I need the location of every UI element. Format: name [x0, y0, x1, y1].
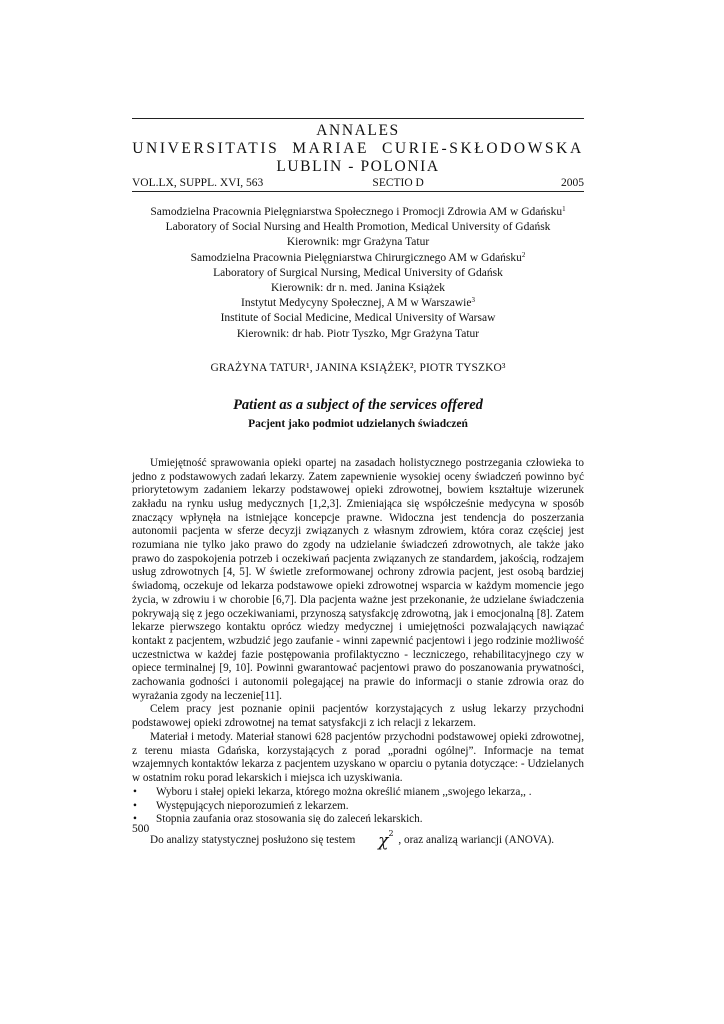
journal-title-line3: LUBLIN - POLONIA	[276, 158, 440, 175]
header-top-rule	[132, 118, 584, 119]
affiliation-line: Laboratory of Surgical Nursing, Medical University of Gdańsk	[213, 266, 503, 279]
body-paragraph: Umiejętność sprawowania opieki opartej na zasadach holistycznego postrzegania człowieka to jedno z podstawowych zadań lekarzy. Zatem zapewnienie wysokiej oceny świadczeń powinno być priorytetowym zadaniem lekarzy podstawowej opieki zdrowotnej, bowiem kształtuje wizerunek zakładu na rynku usług medycznych [1,2,3]. Zmieniająca się współcześnie medycyna w sposób znaczący wpłynęła na istniejące koncepcje prawne. Widoczna jest tendencja do poszerzania autonomii pacjenta w sferze decyzji związanych z własnym zdrowiem, która coraz częściej jest rozumiana nie tylko jako prawo do zgody na udzielanie świadczeń zdrowotnych, ale także jako prawo do zaspokojenia potrzeb i oczekiwań pacjenta związanych ze standardem, jakością, rodzajem usług zdrowotnych [4, 5]. W świetle zreformowanej ochrony zdrowia pacjent, jest osobą bardziej świadomą, oczekuje od lekarza podstawowe opieki zdrowotnej wsparcia w każdym momencie jego życia, w zdrowiu i w chorobie [6,7]. Dla pacjenta ważne jest przekonanie, że udzielane świadczenia pokrywają się z jego oczekiwaniami, przynoszą satysfakcję zdrowotną, jak i emocjonalną [8]. Zatem lekarze pierwszego kontaktu oprócz wiedzy medycznej i umiejętności pozwalających nawiązać kontakt z pacjentem, wzbudzić jego zaufanie - winni zapewnić pacjentowi i jego rodzinie możliwość uczestnictwa w każdej fazie postępowania profilaktyczno - leczniczego, rehabilitacyjnego czy w opiece terminalnej [9, 10]. Powinni gwarantować pacjentowi prawo do poszanowania prywatności, zachowania godności i autonomii polegającej na prawie do informacji o stanie zdrowia oraz do wyrażania zgody na leczenie[11].	[132, 456, 584, 702]
bullet-icon: •	[133, 785, 137, 798]
author-list: GRAŻYNA TATUR¹, JANINA KSIĄŻEK², PIOTR TYSZKO³	[210, 361, 506, 374]
journal-title-line2: UNIVERSITATIS MARIAE CURIE-SKŁODOWSKA	[132, 140, 584, 157]
affiliation-line: Kierownik: mgr Grażyna Tatur	[286, 236, 430, 249]
volume-info: VOL.LX, SUPPL. XVI, 563	[132, 177, 264, 189]
affiliation-line: Samodzielna Pracownia Pielęgniarstwa Społecznego i Promocji Zdrowia AM w Gdańsku$^1$	[150, 205, 566, 218]
list-item: • Stopnia zaufania oraz stosowania się do zaleceń lekarskich.	[133, 813, 423, 826]
article-body	[132, 456, 584, 852]
bullet-icon: •	[133, 799, 137, 812]
journal-title-line1: ANNALES	[316, 122, 400, 139]
paper-title-polish: Pacjent jako podmiot udzielanych świadczeń	[248, 417, 468, 430]
page-number: 500	[132, 823, 150, 835]
affiliation-line: Laboratory of Social Nursing and Health Promotion, Medical University of Gdańsk	[165, 221, 551, 234]
statistics-sentence: Do analizy statystycznej posłużono się testem $\chi^2$ , oraz analizą wariancji (ANOVA).	[150, 829, 555, 852]
list-item: • Występujących nieporozumień z lekarzem.	[133, 799, 349, 812]
affiliation-line: Kierownik: dr hab. Piotr Tyszko, Mgr Grażyna Tatur	[236, 327, 480, 340]
question-list	[132, 786, 584, 827]
affiliations	[132, 205, 584, 342]
paper-page	[132, 118, 584, 852]
body-paragraph: Celem pracy jest poznanie opinii pacjentów korzystających z usług lekarzy przychodni podstawowej opieki zdrowotnej na temat satysfakcji z ich relacji z lekarzem.	[132, 703, 584, 730]
chi-square-symbol: $\chi^2$	[378, 829, 394, 852]
section-info: SECTIO D	[372, 177, 424, 189]
affiliation-line: Instytut Medycyny Społecznej, A M w Warszawie$^3$	[241, 296, 475, 310]
year-info: 2005	[560, 177, 584, 189]
paper-title-english: Patient as a subject of the services offered	[233, 396, 483, 413]
bullet-icon: •	[133, 813, 137, 826]
list-item: • Wyboru i stałej opieki lekarza, którego można określić mianem ,,swojego lekarza,, .	[133, 785, 532, 798]
affiliation-line: Kierownik: dr n. med. Janina Książek	[270, 282, 446, 295]
body-paragraph: Materiał i metody. Materiał stanowi 628 pacjentów przychodni podstawowej opieki zdrowotnej, z terenu miasta Gdańska, korzystających z porad „poradni ogólnej”. Informacje na temat wzajemnych kontaktów lekarza z pacjentem uzyskano w oparciu o pytania dotyczące: - Udzielanych w ostatnim roku porad lekarskich i miejsca ich uzyskiwania.	[132, 730, 584, 784]
affiliation-line: Samodzielna Pracownia Pielęgniarstwa Chirurgicznego AM w Gdańsku$^2$	[190, 250, 526, 264]
journal-header	[132, 122, 584, 176]
affiliation-line: Institute of Social Medicine, Medical University of Warsaw	[220, 312, 496, 325]
volume-row	[132, 177, 584, 192]
